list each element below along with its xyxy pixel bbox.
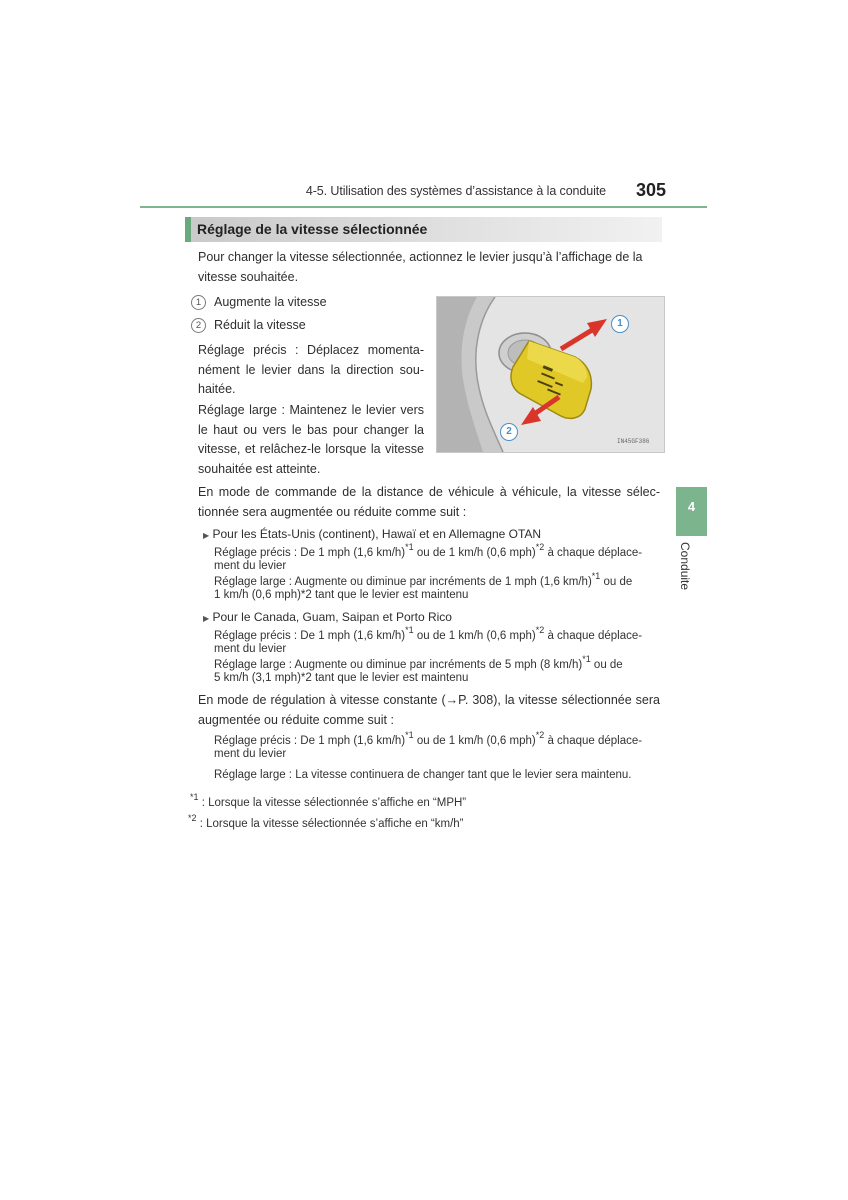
region-us-fine: Réglage précis : De 1 mph (1,6 km/h)$^{*1}$ ou de 1 km/h (0,6 mph)$^{*2}$ à chaque déplace- ment du levier	[214, 542, 643, 572]
section-heading-accent	[185, 217, 191, 242]
running-header: 4-5. Utilisation des systèmes d’assistance à la conduite	[305, 184, 606, 198]
fine-adjust-paragraph: Réglage précis : Déplacez momenta- nément le levier dans la direction sou- haitée.	[198, 343, 424, 396]
footnote-2: $^{*2}$ : Lorsque la vitesse sélectionnée s’affiche en “km/h”	[188, 813, 464, 830]
constant-fine: Réglage précis : De 1 mph (1,6 km/h)$^{*1}$ ou de 1 km/h (0,6 mph)$^{*2}$ à chaque déplace- ment du levier	[214, 730, 643, 760]
region-canada-large: Réglage large : Augmente ou diminue par incréments de 5 mph (8 km/h)$^{*1}$ ou de 5 km/h (3,1 mph)*2 tant que le levier est maintenu	[214, 654, 623, 684]
section-title: Réglage de la vitesse sélectionnée	[197, 221, 428, 237]
region-bullet-us	[203, 527, 541, 541]
region-bullet-canada	[203, 610, 452, 624]
region-label: Pour les États-Unis (continent), Hawaï et en Allemagne OTAN	[212, 527, 542, 541]
region-canada-fine: Réglage précis : De 1 mph (1,6 km/h)$^{*1}$ ou de 1 km/h (0,6 mph)$^{*2}$ à chaque déplace- ment du levier	[214, 625, 643, 655]
figure-callout-1: 1	[611, 315, 629, 333]
figure-callout-2: 2	[500, 423, 518, 441]
item-decrease-speed: Réduit la vitesse	[214, 318, 306, 332]
coarse-adjust-paragraph: Réglage large : Maintenez le levier vers le haut ou vers le bas pour changer la vitesse, et relâchez-le lorsque la vitesse souhaitée est atteinte.	[198, 403, 424, 476]
distance-mode-paragraph: En mode de commande de la distance de véhicule à véhicule, la vitesse sélec- tionnée sera augmentée ou réduite comme suit :	[198, 485, 660, 519]
page-number: 305	[636, 180, 667, 200]
chapter-number: 4	[687, 499, 696, 514]
chapter-label: Conduite	[678, 542, 692, 591]
figure-code: IN45GF386	[617, 438, 650, 445]
constant-large: Réglage large : La vitesse continuera de changer tant que le levier sera maintenu.	[214, 769, 632, 781]
item-increase-speed: Augmente la vitesse	[214, 295, 327, 309]
intro-paragraph: Pour changer la vitesse sélectionnée, actionnez le levier jusqu’à l’affichage de la vitesse souhaitée.	[198, 250, 643, 284]
footnote-1: $^{*1}$ : Lorsque la vitesse sélectionnée s’affiche en “MPH”	[190, 792, 467, 809]
region-us-large: Réglage large : Augmente ou diminue par incréments de 1 mph (1,6 km/h)$^{*1}$ ou de 1 km/h (0,6 mph)*2 tant que le levier est maintenu	[214, 571, 633, 601]
callout-number-1: 1	[191, 295, 206, 310]
header-rule	[140, 206, 707, 208]
bullet-triangle-icon: ▶	[203, 531, 210, 540]
lever-illustration	[436, 296, 665, 453]
lever-drawing	[437, 297, 664, 452]
constant-mode-paragraph: En mode de régulation à vitesse constante (→P. 308), la vitesse sélectionnée sera augmentée ou réduite comme suit :	[198, 693, 660, 727]
callout-number-2: 2	[191, 318, 206, 333]
region-label: Pour le Canada, Guam, Saipan et Porto Rico	[212, 610, 452, 624]
bullet-triangle-icon: ▶	[203, 614, 210, 623]
